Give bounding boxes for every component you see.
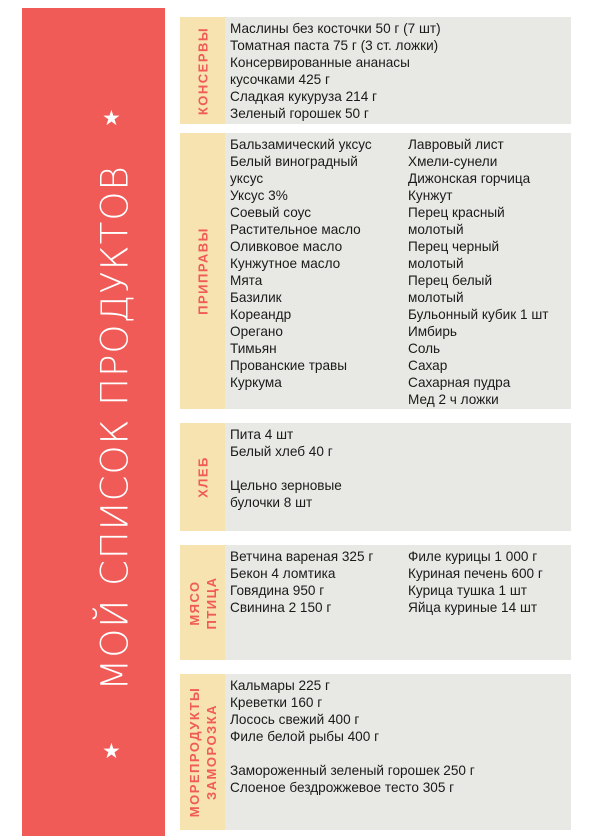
list-item: Говядина 950 г (230, 583, 325, 598)
list-item: Кореандр (230, 307, 292, 322)
list-item: Яйца куриные 14 шт (408, 600, 538, 615)
list-item: Перец красный (408, 205, 505, 220)
list-item: Сахарная пудра (408, 375, 511, 390)
section-seafood (180, 674, 571, 830)
list-item: Куркума (230, 375, 282, 390)
list-item: Перец черный (408, 239, 500, 254)
section-label-spices (180, 133, 225, 409)
list-item: уксус (230, 171, 264, 186)
section-title-line: МОРЕПРОДУКТЫ (186, 686, 202, 818)
item-list (230, 20, 570, 124)
list-item: Бекон 4 ломтика (230, 566, 336, 581)
list-item: Пита 4 шт (230, 427, 294, 442)
list-item: Прованские травы (230, 358, 348, 373)
list-item: Курица тушка 1 шт (408, 583, 527, 598)
list-item: Сахар (408, 358, 448, 373)
page-title: МОЙ СПИСОК ПРОДУКТОВ (93, 165, 137, 691)
list-item: молотый (408, 256, 464, 271)
list-item: Базилик (230, 290, 282, 305)
section-title-line: ЗАМОРОЗКА (203, 703, 219, 801)
section-title-bread: ХЛЕБ (195, 456, 210, 498)
list-item: Кальмары 225 г (230, 678, 330, 693)
list-item: Куриная печень 600 г (408, 566, 543, 581)
list-item: булочки 8 шт (230, 495, 313, 510)
list-item: Сладкая кукуруза 214 г (230, 89, 378, 104)
list-item: Мед 2 ч ложки (408, 392, 499, 407)
item-list-left (230, 548, 408, 660)
list-item: Зеленый горошек 50 г (230, 106, 369, 121)
list-item: Растительное масло (230, 222, 361, 237)
list-item: Тимьян (230, 341, 277, 356)
list-item: Лосось свежий 400 г (230, 712, 360, 727)
item-list (230, 426, 570, 531)
list-item: Бальзамический уксус (230, 137, 372, 152)
item-list (230, 677, 570, 830)
list-item: Ветчина вареная 325 г (230, 549, 374, 564)
sidebar-banner (22, 8, 165, 836)
section-title-line: МЯСО (186, 579, 202, 626)
section-bread (180, 423, 571, 531)
list-item: Консервированные ананасы (230, 55, 410, 70)
list-item: Дижонская горчица (408, 171, 531, 186)
list-item: Оливковое масло (230, 239, 343, 254)
list-item: молотый (408, 290, 464, 305)
list-item: Лавровый лист (408, 137, 504, 152)
list-item: Мята (230, 273, 263, 288)
list-item: Имбирь (408, 324, 457, 339)
item-list-left (230, 136, 408, 409)
section-title-spices: ПРИПРАВЫ (195, 227, 210, 315)
list-item: Белый хлеб 40 г (230, 444, 333, 459)
list-item: Филе белой рыбы 400 г (230, 729, 380, 744)
section-title-canned: КОНСЕРВЫ (195, 26, 210, 115)
list-item: Слоеное бездрожжевое тесто 305 г (230, 780, 455, 795)
list-item: Хмели-сунели (408, 154, 498, 169)
section-title-seafood (186, 687, 220, 818)
list-item: Томатная паста 75 г (3 ст. ложки) (230, 38, 439, 53)
list-item: Перец белый (408, 273, 493, 288)
list-item: Филе курицы 1 000 г (408, 549, 538, 564)
section-meat (180, 545, 571, 660)
section-label-canned (180, 17, 225, 124)
list-item: Бульонный кубик 1 шт (408, 307, 549, 322)
list-item (230, 460, 570, 477)
list-item: Маслины без косточки 50 г (7 шт) (230, 21, 441, 36)
list-item: молотый (408, 222, 464, 237)
section-title-line: ПТИЦА (203, 575, 219, 630)
list-item: Белый виноградный (230, 154, 358, 169)
star-icon: ★ (102, 740, 121, 763)
section-label-meat (180, 545, 225, 660)
list-item: Орегано (230, 324, 283, 339)
section-label-bread (180, 423, 225, 531)
list-item: Соль (408, 341, 441, 356)
section-label-seafood (180, 674, 225, 830)
list-item: Соевый соус (230, 205, 312, 220)
list-item (230, 745, 570, 762)
list-item: Кунжутное масло (230, 256, 341, 271)
item-list-right (408, 548, 578, 660)
list-item: кусочками 425 г (230, 72, 330, 87)
star-icon: ★ (102, 107, 121, 130)
list-item: Уксус 3% (230, 188, 288, 203)
section-title-meat (186, 576, 220, 629)
list-item: Кунжут (408, 188, 453, 203)
item-list-right (408, 136, 578, 409)
list-item: Свинина 2 150 г (230, 600, 332, 615)
list-item: Замороженный зеленый горошек 250 г (230, 763, 475, 778)
list-item: Креветки 160 г (230, 695, 323, 710)
list-item: Цельно зерновые (230, 478, 342, 493)
section-spices (180, 133, 571, 409)
section-canned (180, 17, 571, 124)
